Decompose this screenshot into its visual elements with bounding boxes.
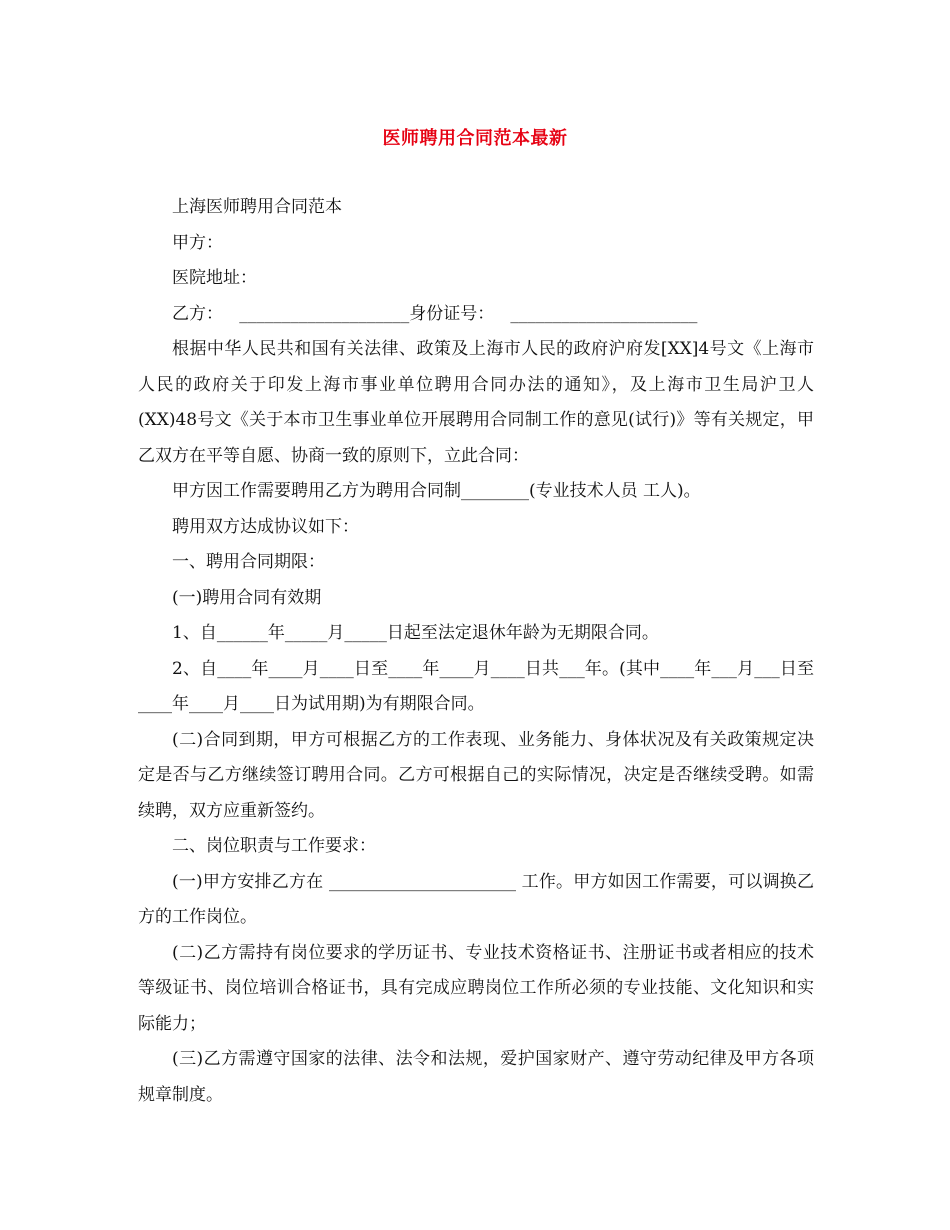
paragraph: (二)合同到期，甲方可根据乙方的工作表现、业务能力、身体状况及有关政策规定决定是否与乙方继续签订聘用合同。乙方可根据自己的实际情况，决定是否继续受聘。如需续聘，双方应重新签约。 bbox=[138, 729, 814, 821]
paragraph: 聘用双方达成协议如下： bbox=[172, 516, 359, 537]
paragraph: (二)乙方需持有岗位要求的学历证书、专业技术资格证书、注册证书或者相应的技术等级证书、岗位培训合格证书，具有完成应聘岗位工作所必须的专业技能、文化知识和实际能力； bbox=[138, 942, 814, 1034]
paragraph: (一)聘用合同有效期 bbox=[172, 587, 322, 608]
paragraph: (一)甲方安排乙方在 ______________________ 工作。甲方如因工作需要，可以调换乙方的工作岗位。 bbox=[138, 871, 814, 927]
paragraph: 上海医师聘用合同范本 bbox=[172, 197, 342, 217]
paragraph: (三)乙方需遵守国家的法律、法令和法规，爱护国家财产、遵守劳动纪律及甲方各项规章制度。 bbox=[138, 1049, 814, 1105]
paragraph: 医院地址： bbox=[172, 268, 257, 288]
paragraph: 二、岗位职责与工作要求： bbox=[172, 836, 376, 856]
paragraph: 甲方因工作需要聘用乙方为聘用合同制________(专业技术人员 工人)。 bbox=[172, 481, 701, 501]
document-title: 医师聘用合同范本最新 bbox=[382, 128, 568, 149]
document-body bbox=[138, 190, 814, 1113]
paragraph: 乙方： ____________________身份证号： ______________________ bbox=[172, 303, 698, 324]
paragraph: 甲方： bbox=[172, 232, 223, 253]
paragraph: 一、聘用合同期限： bbox=[172, 552, 325, 572]
paragraph: 1、自______年_____月_____日起至法定退休年龄为无期限合同。 bbox=[172, 623, 659, 643]
paragraph: 2、自____年____月____日至____年____月____日共___年。(其中____年___月___日至____年____月____日为试用期)为有期限合同。 bbox=[138, 658, 814, 714]
paragraph: 根据中华人民共和国有关法律、政策及上海市人民的政府沪府发[XX]4号文《上海市人民的政府关于印发上海市事业单位聘用合同办法的通知》，及上海市卫生局沪卫人(XX)48号文《关于本市卫生事业单位开展聘用合同制工作的意见(试行)》等有关规定，甲乙双方在平等自愿、协商一致的原则下，立此合同： bbox=[138, 339, 814, 466]
